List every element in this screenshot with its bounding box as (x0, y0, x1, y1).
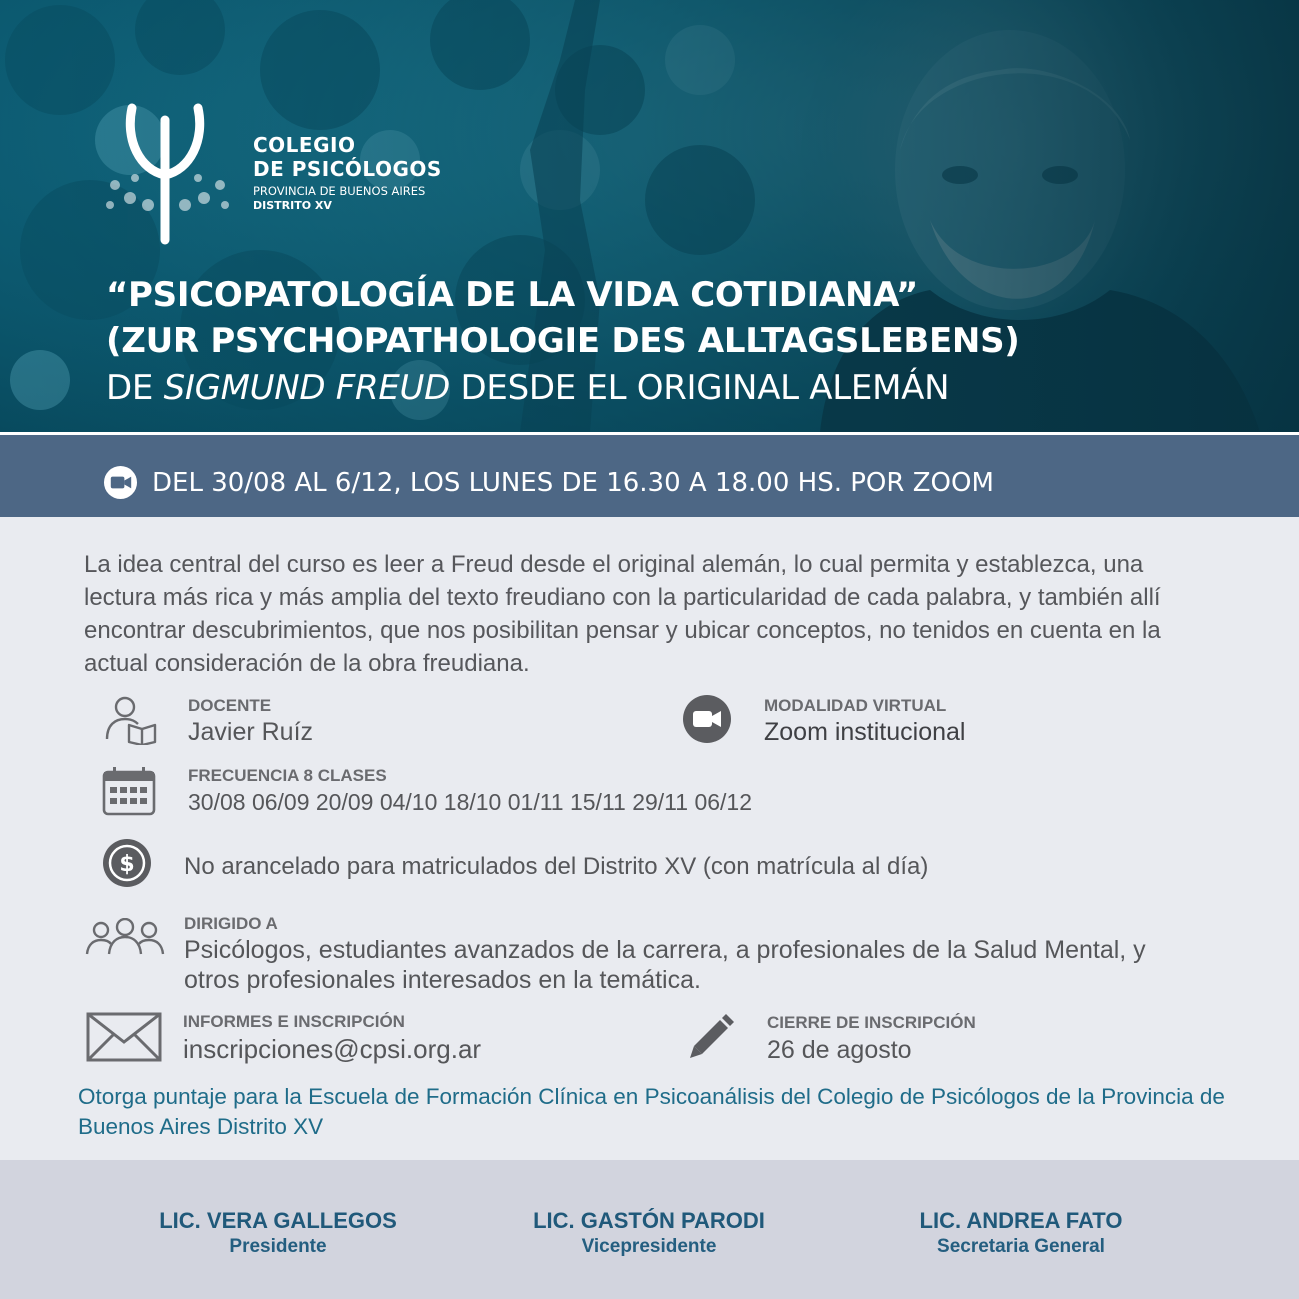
logo-line-1: COLEGIO (253, 133, 356, 157)
course-description: La idea central del curso es leer a Freud desde el original alemán, lo cual permita y establezca, una lectura más rica y más amplia del texto freudiano con la particularidad de cada palabra, y también allí encontrar descubrimientos, que nos posibilitan pensar y ubicar conceptos, no tenidos en cuenta en la actual consideración de la obra freudiana. (84, 551, 1161, 677)
svg-text:$: $ (119, 852, 135, 877)
logo-line-2: DE PSICÓLOGOS (253, 157, 442, 181)
subtitle-pre: DE (106, 368, 164, 408)
signatory-president (98, 1207, 458, 1259)
group-people-icon (85, 918, 165, 958)
signatory-vicepresident (469, 1207, 829, 1259)
dirigido-value: Psicólogos, estudiantes avanzados de la carrera, a profesionales de la Salud Mental, y otros profesionales interesados en la temática. (184, 936, 1146, 994)
video-camera-icon (103, 465, 138, 500)
schedule-text: DEL 30/08 AL 6/12, LOS LUNES DE 16.30 A 18.00 HS. POR ZOOM (152, 468, 994, 498)
signatory-role: Secretaria General (937, 1236, 1105, 1257)
arancel-text: No arancelado para matriculados del Distrito XV (con matrícula al día) (184, 853, 929, 880)
subtitle-post: DESDE EL ORIGINAL ALEMÁN (450, 368, 950, 408)
pencil-icon (686, 1012, 734, 1060)
signatory-name: LIC. GASTÓN PARODI (533, 1208, 765, 1233)
title-subtitle (106, 364, 1020, 412)
cierre-label: CIERRE DE INSCRIPCIÓN (767, 1013, 976, 1032)
dirigido-label: DIRIGIDO A (184, 914, 278, 933)
signatory-name: LIC. VERA GALLEGOS (159, 1208, 397, 1233)
institution-name (253, 133, 442, 213)
logo-line-3: PROVINCIA DE BUENOS AIRES (253, 184, 426, 198)
frecuencia-label: FRECUENCIA 8 CLASES (188, 766, 387, 785)
subtitle-author: SIGMUND FREUD (163, 368, 451, 408)
docente-value: Javier Ruíz (188, 718, 314, 746)
logo-line-4: DISTRITO XV (253, 199, 332, 212)
frecuencia-dates: 30/08 06/09 20/09 04/10 18/10 01/11 15/11 29/11 06/12 (188, 789, 753, 815)
title-german: (ZUR PSYCHOPATHOLOGIE DES ALLTAGSLEBENS) (106, 321, 1020, 361)
video-camera-icon (682, 694, 732, 744)
informes-label: INFORMES E INSCRIPCIÓN (183, 1012, 405, 1031)
dollar-coin-icon (101, 837, 153, 889)
modalidad-value: Zoom institucional (764, 718, 966, 746)
envelope-icon (86, 1012, 162, 1062)
signatory-role: Presidente (229, 1236, 327, 1257)
cierre-date: 26 de agosto (767, 1036, 912, 1064)
docente-label: DOCENTE (188, 696, 272, 715)
signatory-secretary (841, 1207, 1201, 1259)
modalidad-label: MODALIDAD VIRTUAL (764, 696, 947, 715)
signatory-name: LIC. ANDREA FATO (919, 1208, 1123, 1233)
hero-banner (0, 0, 1299, 432)
points-note: Otorga puntaje para la Escuela de Formación Clínica en Psicoanálisis del Colegio de Psicólogos de la Provincia de Buenos Aires Distrito XV (78, 1084, 1225, 1139)
informes-email[interactable]: inscripciones@cpsi.org.ar (183, 1034, 482, 1064)
calendar-icon (101, 765, 157, 817)
signatory-role: Vicepresidente (581, 1236, 717, 1257)
teacher-book-icon (103, 695, 157, 745)
course-title (106, 272, 1020, 412)
title-spanish: “PSICOPATOLOGÍA DE LA VIDA COTIDIANA” (106, 275, 919, 315)
